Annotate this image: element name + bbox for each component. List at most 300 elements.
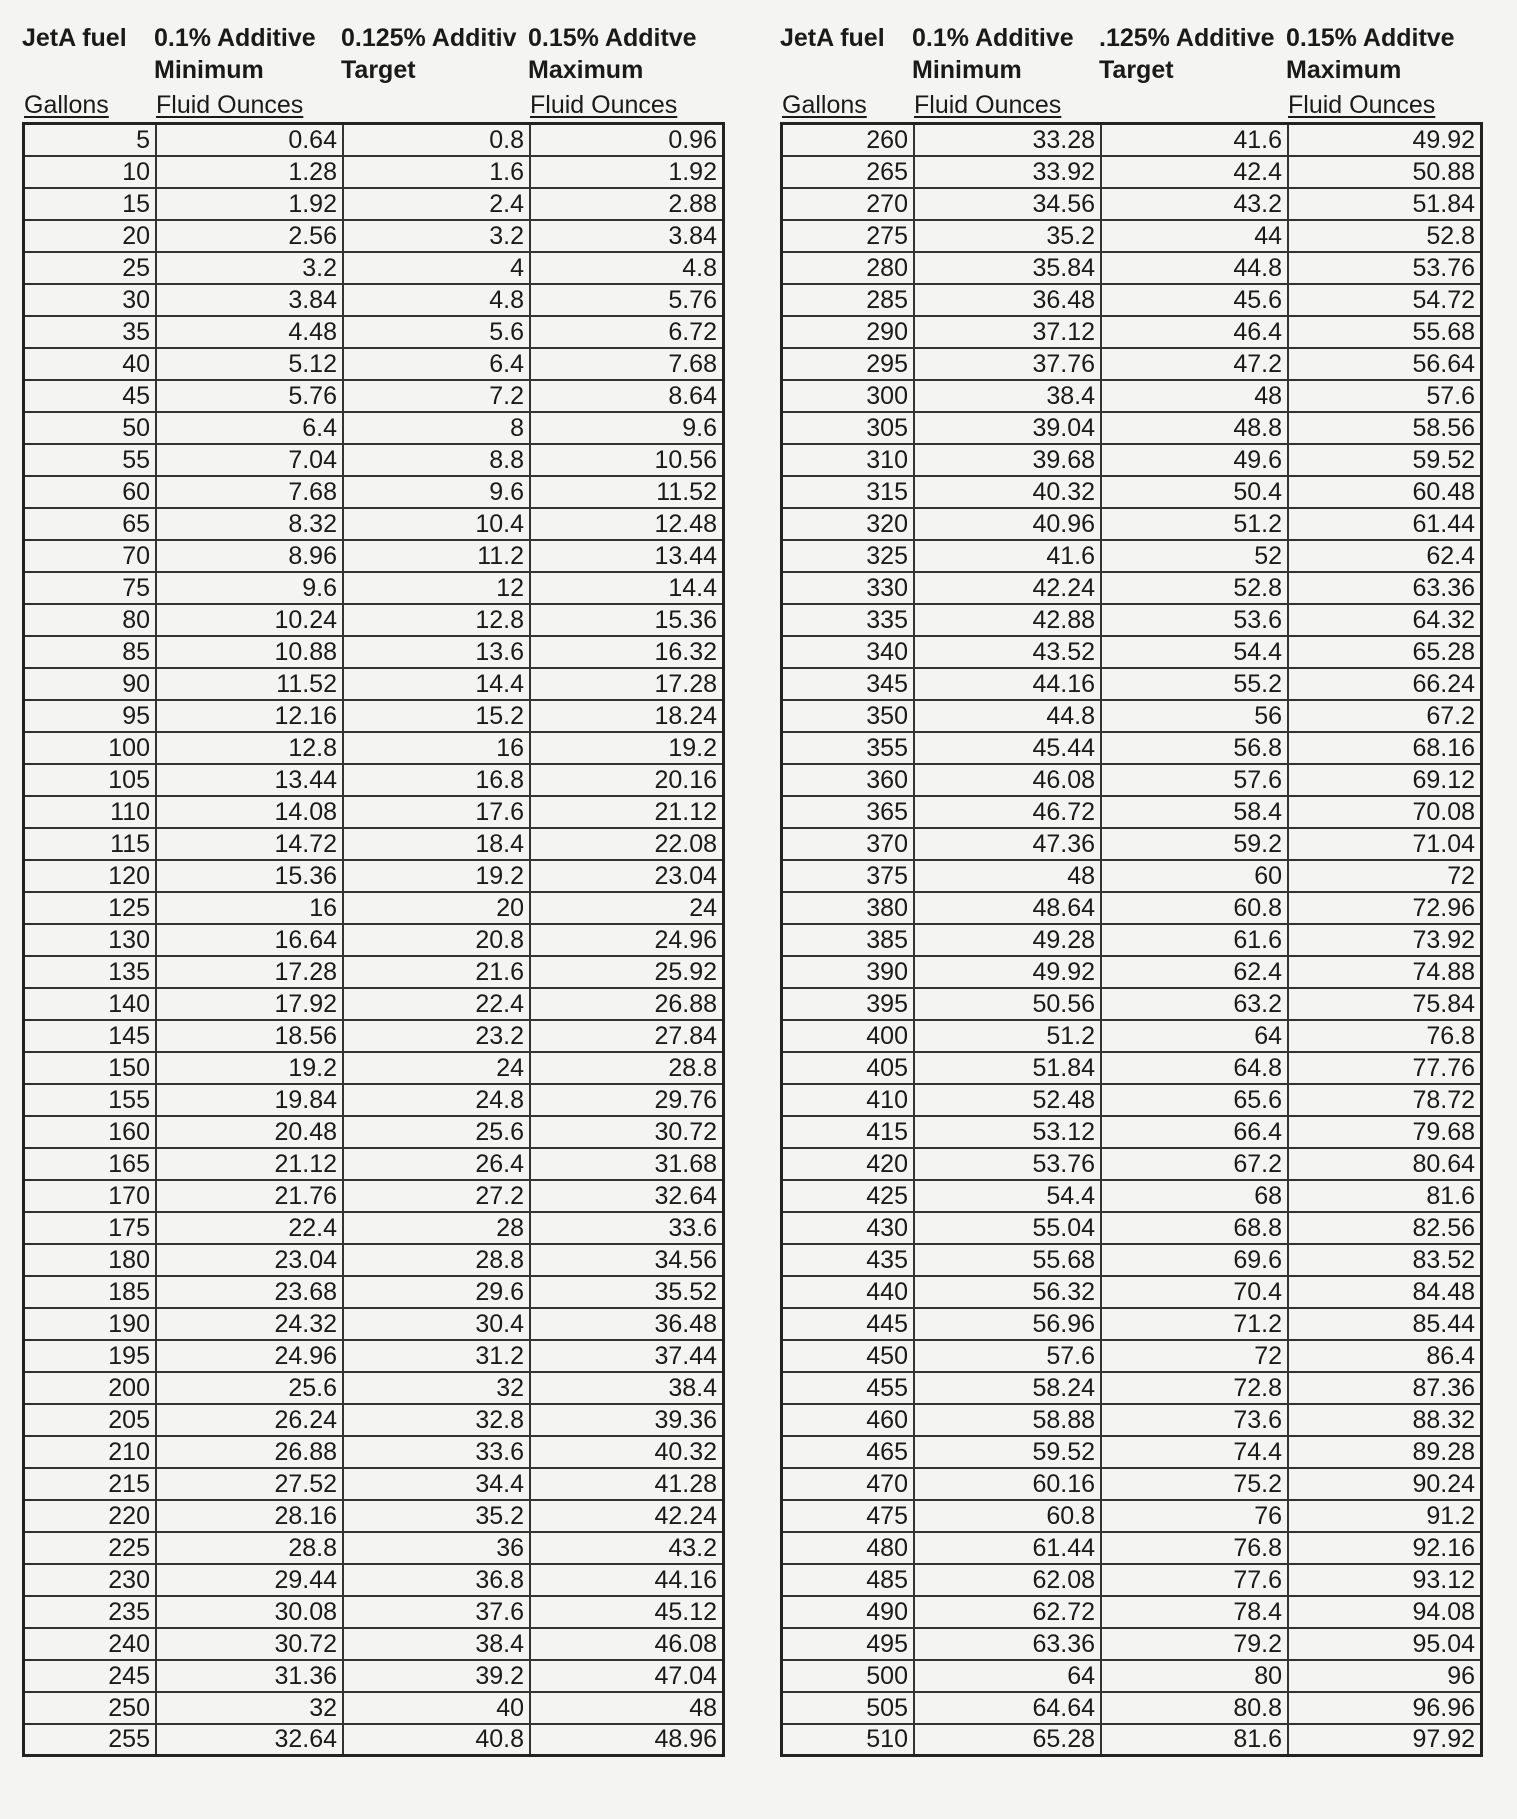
cell-target: 14.4 (343, 668, 530, 700)
cell-maximum: 40.32 (530, 1436, 724, 1468)
cell-target: 78.4 (1101, 1596, 1288, 1628)
cell-minimum: 37.12 (914, 316, 1101, 348)
cell-gallons: 160 (24, 1116, 157, 1148)
cell-gallons: 250 (24, 1692, 157, 1724)
table-row (24, 636, 724, 668)
cell-target: 11.2 (343, 540, 530, 572)
right-header-target (1099, 22, 1286, 122)
cell-target: 65.6 (1101, 1084, 1288, 1116)
cell-target: 53.6 (1101, 604, 1288, 636)
cell-target: 19.2 (343, 860, 530, 892)
cell-gallons: 225 (24, 1532, 157, 1564)
cell-maximum: 85.44 (1288, 1308, 1482, 1340)
table-row (24, 1436, 724, 1468)
left-header-maximum (528, 22, 721, 122)
table-row (24, 476, 724, 508)
cell-gallons: 405 (782, 1052, 915, 1084)
table-row (24, 1692, 724, 1724)
cell-gallons: 30 (24, 284, 157, 316)
cell-gallons: 335 (782, 604, 915, 636)
cell-maximum: 49.92 (1288, 124, 1482, 156)
cell-maximum: 93.12 (1288, 1564, 1482, 1596)
cell-maximum: 97.92 (1288, 1724, 1482, 1756)
table-row (24, 540, 724, 572)
cell-target: 6.4 (343, 348, 530, 380)
table-row (782, 220, 1482, 252)
cell-minimum: 13.44 (156, 764, 343, 796)
table-row (24, 1372, 724, 1404)
cell-minimum: 4.48 (156, 316, 343, 348)
cell-target: 36 (343, 1532, 530, 1564)
cell-minimum: 55.04 (914, 1212, 1101, 1244)
cell-gallons: 310 (782, 444, 915, 476)
cell-maximum: 70.08 (1288, 796, 1482, 828)
table-row (24, 1404, 724, 1436)
table-row (782, 892, 1482, 924)
cell-minimum: 61.44 (914, 1532, 1101, 1564)
cell-maximum: 91.2 (1288, 1500, 1482, 1532)
cell-target: 28 (343, 1212, 530, 1244)
cell-gallons: 370 (782, 828, 915, 860)
table-row (24, 1116, 724, 1148)
cell-target: 56.8 (1101, 732, 1288, 764)
cell-maximum: 80.64 (1288, 1148, 1482, 1180)
cell-gallons: 260 (782, 124, 915, 156)
cell-gallons: 240 (24, 1628, 157, 1660)
table-row (782, 1372, 1482, 1404)
cell-target: 27.2 (343, 1180, 530, 1212)
cell-minimum: 49.92 (914, 956, 1101, 988)
cell-minimum: 21.12 (156, 1148, 343, 1180)
cell-minimum: 12.16 (156, 700, 343, 732)
cell-gallons: 315 (782, 476, 915, 508)
cell-target: 36.8 (343, 1564, 530, 1596)
cell-maximum: 9.6 (530, 412, 724, 444)
cell-gallons: 15 (24, 188, 157, 220)
cell-target: 10.4 (343, 508, 530, 540)
cell-target: 21.6 (343, 956, 530, 988)
table-row (782, 1180, 1482, 1212)
cell-maximum: 94.08 (1288, 1596, 1482, 1628)
cell-gallons: 5 (24, 124, 157, 156)
cell-target: 30.4 (343, 1308, 530, 1340)
cell-gallons: 55 (24, 444, 157, 476)
cell-minimum: 17.28 (156, 956, 343, 988)
table-row (24, 668, 724, 700)
table-row (782, 284, 1482, 316)
cell-minimum: 47.36 (914, 828, 1101, 860)
cell-target: 54.4 (1101, 636, 1288, 668)
table-row (782, 604, 1482, 636)
cell-maximum: 78.72 (1288, 1084, 1482, 1116)
cell-gallons: 95 (24, 700, 157, 732)
left-header-gallons-units: Gallons (24, 91, 109, 119)
cell-minimum: 39.04 (914, 412, 1101, 444)
table-row (24, 188, 724, 220)
cell-gallons: 90 (24, 668, 157, 700)
cell-minimum: 19.84 (156, 1084, 343, 1116)
cell-target: 76.8 (1101, 1532, 1288, 1564)
cell-gallons: 385 (782, 924, 915, 956)
cell-target: 2.4 (343, 188, 530, 220)
cell-target: 44.8 (1101, 252, 1288, 284)
cell-maximum: 79.68 (1288, 1116, 1482, 1148)
left-header-minimum-units: Fluid Ounces (156, 91, 304, 119)
table-row (782, 1596, 1482, 1628)
cell-minimum: 15.36 (156, 860, 343, 892)
table-row (782, 732, 1482, 764)
cell-minimum: 3.2 (156, 252, 343, 284)
cell-minimum: 32.64 (156, 1724, 343, 1756)
cell-maximum: 15.36 (530, 604, 724, 636)
cell-gallons: 120 (24, 860, 157, 892)
table-row (782, 988, 1482, 1020)
cell-gallons: 400 (782, 1020, 915, 1052)
table-row (782, 1468, 1482, 1500)
left-header-row (22, 22, 725, 122)
cell-maximum: 86.4 (1288, 1340, 1482, 1372)
cell-target: 75.2 (1101, 1468, 1288, 1500)
cell-target: 50.4 (1101, 476, 1288, 508)
cell-gallons: 450 (782, 1340, 915, 1372)
cell-maximum: 56.64 (1288, 348, 1482, 380)
cell-target: 79.2 (1101, 1628, 1288, 1660)
table-row (24, 380, 724, 412)
cell-target: 80.8 (1101, 1692, 1288, 1724)
cell-gallons: 205 (24, 1404, 157, 1436)
cell-target: 68 (1101, 1180, 1288, 1212)
cell-gallons: 440 (782, 1276, 915, 1308)
cell-minimum: 17.92 (156, 988, 343, 1020)
cell-gallons: 265 (782, 156, 915, 188)
cell-minimum: 19.2 (156, 1052, 343, 1084)
cell-minimum: 62.08 (914, 1564, 1101, 1596)
cell-minimum: 35.84 (914, 252, 1101, 284)
cell-minimum: 28.8 (156, 1532, 343, 1564)
table-row (782, 1084, 1482, 1116)
left-header-maximum-line1: 0.15% Additve (528, 24, 697, 52)
cell-minimum: 1.92 (156, 188, 343, 220)
cell-minimum: 10.24 (156, 604, 343, 636)
table-row (24, 924, 724, 956)
cell-gallons: 180 (24, 1244, 157, 1276)
cell-maximum: 59.52 (1288, 444, 1482, 476)
table-row (24, 220, 724, 252)
table-row (782, 1116, 1482, 1148)
cell-gallons: 375 (782, 860, 915, 892)
cell-target: 46.4 (1101, 316, 1288, 348)
cell-maximum: 83.52 (1288, 1244, 1482, 1276)
cell-maximum: 35.52 (530, 1276, 724, 1308)
cell-minimum: 65.28 (914, 1724, 1101, 1756)
cell-maximum: 1.92 (530, 156, 724, 188)
cell-minimum: 9.6 (156, 572, 343, 604)
cell-target: 52 (1101, 540, 1288, 572)
cell-maximum: 52.8 (1288, 220, 1482, 252)
cell-minimum: 45.44 (914, 732, 1101, 764)
cell-minimum: 30.08 (156, 1596, 343, 1628)
cell-maximum: 71.04 (1288, 828, 1482, 860)
cell-maximum: 92.16 (1288, 1532, 1482, 1564)
table-row (24, 860, 724, 892)
cell-target: 15.2 (343, 700, 530, 732)
cell-minimum: 7.68 (156, 476, 343, 508)
cell-maximum: 90.24 (1288, 1468, 1482, 1500)
cell-target: 42.4 (1101, 156, 1288, 188)
cell-maximum: 64.32 (1288, 604, 1482, 636)
cell-gallons: 345 (782, 668, 915, 700)
cell-target: 72.8 (1101, 1372, 1288, 1404)
left-header-maximum-line2: Maximum (528, 56, 644, 84)
cell-target: 76 (1101, 1500, 1288, 1532)
table-row (782, 668, 1482, 700)
cell-target: 71.2 (1101, 1308, 1288, 1340)
cell-gallons: 380 (782, 892, 915, 924)
cell-target: 73.6 (1101, 1404, 1288, 1436)
cell-minimum: 51.2 (914, 1020, 1101, 1052)
cell-target: 47.2 (1101, 348, 1288, 380)
cell-minimum: 0.64 (156, 124, 343, 156)
cell-maximum: 6.72 (530, 316, 724, 348)
cell-minimum: 18.56 (156, 1020, 343, 1052)
cell-gallons: 435 (782, 1244, 915, 1276)
cell-gallons: 50 (24, 412, 157, 444)
table-row (782, 1692, 1482, 1724)
table-row (782, 860, 1482, 892)
cell-target: 74.4 (1101, 1436, 1288, 1468)
cell-minimum: 60.16 (914, 1468, 1101, 1500)
cell-gallons: 110 (24, 796, 157, 828)
table-row (24, 412, 724, 444)
table-row (782, 1052, 1482, 1084)
cell-gallons: 165 (24, 1148, 157, 1180)
cell-maximum: 45.12 (530, 1596, 724, 1628)
cell-gallons: 220 (24, 1500, 157, 1532)
cell-minimum: 38.4 (914, 380, 1101, 412)
right-header-target-line1: .125% Additive (1099, 24, 1275, 52)
cell-maximum: 27.84 (530, 1020, 724, 1052)
cell-target: 57.6 (1101, 764, 1288, 796)
cell-target: 8 (343, 412, 530, 444)
cell-minimum: 22.4 (156, 1212, 343, 1244)
right-header-maximum-line1: 0.15% Additve (1286, 24, 1455, 52)
cell-minimum: 16.64 (156, 924, 343, 956)
cell-maximum: 61.44 (1288, 508, 1482, 540)
cell-gallons: 45 (24, 380, 157, 412)
cell-maximum: 14.4 (530, 572, 724, 604)
left-header-minimum (154, 22, 341, 122)
cell-gallons: 150 (24, 1052, 157, 1084)
cell-target: 69.6 (1101, 1244, 1288, 1276)
cell-maximum: 75.84 (1288, 988, 1482, 1020)
cell-gallons: 155 (24, 1084, 157, 1116)
cell-gallons: 305 (782, 412, 915, 444)
cell-maximum: 69.12 (1288, 764, 1482, 796)
cell-maximum: 0.96 (530, 124, 724, 156)
cell-target: 64.8 (1101, 1052, 1288, 1084)
cell-minimum: 8.32 (156, 508, 343, 540)
cell-maximum: 73.92 (1288, 924, 1482, 956)
cell-gallons: 65 (24, 508, 157, 540)
cell-target: 41.6 (1101, 124, 1288, 156)
table-row (782, 1660, 1482, 1692)
table-row (782, 796, 1482, 828)
cell-gallons: 135 (24, 956, 157, 988)
table-row (782, 1628, 1482, 1660)
table-row (24, 700, 724, 732)
cell-maximum: 84.48 (1288, 1276, 1482, 1308)
table-row (24, 764, 724, 796)
cell-gallons: 355 (782, 732, 915, 764)
cell-target: 7.2 (343, 380, 530, 412)
cell-minimum: 36.48 (914, 284, 1101, 316)
table-row (782, 380, 1482, 412)
table-row (782, 252, 1482, 284)
cell-target: 59.2 (1101, 828, 1288, 860)
cell-maximum: 81.6 (1288, 1180, 1482, 1212)
cell-target: 62.4 (1101, 956, 1288, 988)
cell-target: 16 (343, 732, 530, 764)
cell-minimum: 1.28 (156, 156, 343, 188)
cell-target: 35.2 (343, 1500, 530, 1532)
cell-target: 17.6 (343, 796, 530, 828)
table-row (24, 124, 724, 156)
table-row (782, 572, 1482, 604)
cell-target: 66.4 (1101, 1116, 1288, 1148)
left-header-gallons (22, 22, 154, 122)
cell-minimum: 54.4 (914, 1180, 1101, 1212)
left-header-minimum-line1: 0.1% Additive (154, 24, 316, 52)
cell-gallons: 70 (24, 540, 157, 572)
cell-target: 60.8 (1101, 892, 1288, 924)
cell-maximum: 20.16 (530, 764, 724, 796)
cell-maximum: 76.8 (1288, 1020, 1482, 1052)
cell-minimum: 21.76 (156, 1180, 343, 1212)
cell-maximum: 13.44 (530, 540, 724, 572)
right-panel (780, 22, 1483, 1757)
table-row (782, 508, 1482, 540)
cell-maximum: 95.04 (1288, 1628, 1482, 1660)
cell-target: 67.2 (1101, 1148, 1288, 1180)
table-row (24, 444, 724, 476)
cell-minimum: 44.8 (914, 700, 1101, 732)
cell-minimum: 23.04 (156, 1244, 343, 1276)
cell-maximum: 21.12 (530, 796, 724, 828)
table-row (782, 444, 1482, 476)
cell-minimum: 31.36 (156, 1660, 343, 1692)
cell-gallons: 20 (24, 220, 157, 252)
cell-minimum: 27.52 (156, 1468, 343, 1500)
table-row (24, 732, 724, 764)
cell-gallons: 415 (782, 1116, 915, 1148)
table-row (782, 1564, 1482, 1596)
cell-maximum: 72 (1288, 860, 1482, 892)
cell-target: 18.4 (343, 828, 530, 860)
table-row (782, 348, 1482, 380)
table-row (782, 1148, 1482, 1180)
cell-minimum: 3.84 (156, 284, 343, 316)
cell-minimum: 5.76 (156, 380, 343, 412)
cell-maximum: 3.84 (530, 220, 724, 252)
cell-maximum: 66.24 (1288, 668, 1482, 700)
right-header-maximum-units: Fluid Ounces (1288, 91, 1436, 119)
table-row (782, 540, 1482, 572)
cell-gallons: 360 (782, 764, 915, 796)
table-row (782, 1244, 1482, 1276)
cell-target: 22.4 (343, 988, 530, 1020)
left-header-maximum-units: Fluid Ounces (530, 91, 678, 119)
cell-maximum: 54.72 (1288, 284, 1482, 316)
cell-gallons: 285 (782, 284, 915, 316)
cell-gallons: 245 (24, 1660, 157, 1692)
cell-maximum: 47.04 (530, 1660, 724, 1692)
cell-maximum: 17.28 (530, 668, 724, 700)
table-row (24, 1564, 724, 1596)
cell-target: 55.2 (1101, 668, 1288, 700)
right-header-maximum (1286, 22, 1479, 122)
cell-target: 8.8 (343, 444, 530, 476)
cell-gallons: 390 (782, 956, 915, 988)
cell-target: 48.8 (1101, 412, 1288, 444)
cell-target: 5.6 (343, 316, 530, 348)
cell-target: 77.6 (1101, 1564, 1288, 1596)
cell-maximum: 16.32 (530, 636, 724, 668)
cell-target: 32.8 (343, 1404, 530, 1436)
cell-target: 70.4 (1101, 1276, 1288, 1308)
table-row (24, 1180, 724, 1212)
cell-gallons: 490 (782, 1596, 915, 1628)
cell-maximum: 55.68 (1288, 316, 1482, 348)
table-row (782, 1404, 1482, 1436)
cell-maximum: 72.96 (1288, 892, 1482, 924)
cell-maximum: 63.36 (1288, 572, 1482, 604)
cell-target: 58.4 (1101, 796, 1288, 828)
cell-minimum: 11.52 (156, 668, 343, 700)
cell-gallons: 475 (782, 1500, 915, 1532)
left-header-minimum-line2: Minimum (154, 56, 264, 84)
cell-target: 72 (1101, 1340, 1288, 1372)
right-header-gallons (780, 22, 912, 122)
table-row (24, 1308, 724, 1340)
cell-target: 49.6 (1101, 444, 1288, 476)
cell-target: 24.8 (343, 1084, 530, 1116)
cell-maximum: 36.48 (530, 1308, 724, 1340)
cell-minimum: 62.72 (914, 1596, 1101, 1628)
cell-minimum: 2.56 (156, 220, 343, 252)
cell-gallons: 420 (782, 1148, 915, 1180)
cell-minimum: 37.76 (914, 348, 1101, 380)
cell-minimum: 26.24 (156, 1404, 343, 1436)
cell-maximum: 37.44 (530, 1340, 724, 1372)
cell-gallons: 395 (782, 988, 915, 1020)
cell-gallons: 505 (782, 1692, 915, 1724)
right-header-minimum-line2: Minimum (912, 56, 1022, 84)
table-row (24, 1596, 724, 1628)
cell-maximum: 58.56 (1288, 412, 1482, 444)
cell-gallons: 330 (782, 572, 915, 604)
table-row (782, 700, 1482, 732)
cell-target: 48 (1101, 380, 1288, 412)
table-row (782, 1500, 1482, 1532)
cell-maximum: 30.72 (530, 1116, 724, 1148)
cell-minimum: 26.88 (156, 1436, 343, 1468)
cell-minimum: 58.88 (914, 1404, 1101, 1436)
cell-gallons: 425 (782, 1180, 915, 1212)
cell-maximum: 33.6 (530, 1212, 724, 1244)
cell-minimum: 64 (914, 1660, 1101, 1692)
cell-target: 63.2 (1101, 988, 1288, 1020)
cell-gallons: 495 (782, 1628, 915, 1660)
